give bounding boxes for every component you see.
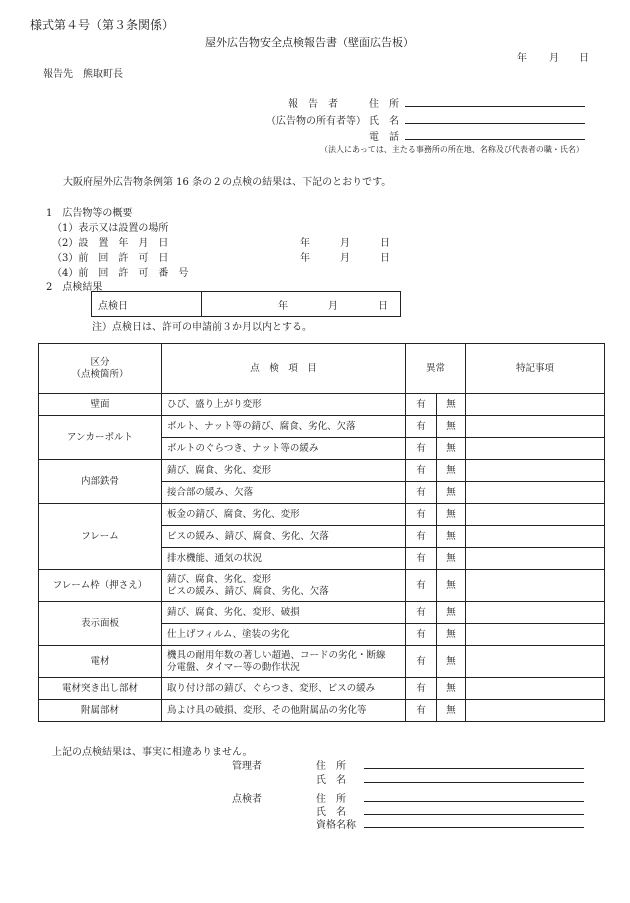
table-row (39, 678, 605, 700)
area-cell: 壁面 (39, 394, 162, 416)
inspector-qualification-label: 資格名称 (316, 820, 356, 831)
header-remarks: 特記事項 (466, 344, 605, 394)
remarks-cell[interactable] (466, 602, 605, 624)
abnormal-yes[interactable]: 有 (406, 700, 437, 722)
header-item: 点 検 項 目 (162, 344, 406, 394)
remarks-cell[interactable] (466, 438, 605, 460)
manager-label: 管理者 (232, 761, 262, 772)
manager-address-label: 住 所 (316, 761, 346, 772)
date-month-label: 月 (549, 53, 559, 64)
item-text: ボルトのぐらつき、ナット等の緩み (167, 442, 319, 454)
remarks-cell[interactable] (466, 570, 605, 602)
inspector-name-field[interactable] (364, 814, 584, 815)
item-text: 分電盤、タイマー等の動作状況 (167, 661, 300, 673)
inspection-table (38, 343, 605, 722)
item-cell (162, 438, 406, 460)
table-row (39, 602, 605, 624)
item-text: ビスの緩み、錆び、腐食、劣化、欠落 (167, 585, 329, 597)
table-row (39, 646, 605, 678)
prev-permit-month-label: 月 (340, 253, 350, 264)
footer-statement: 上記の点検結果は、事実に相違ありません。 (52, 747, 253, 758)
item-cell (162, 548, 406, 570)
abnormal-yes[interactable]: 有 (406, 460, 437, 482)
date-day-label: 日 (579, 53, 589, 64)
item-text: 機具の耐用年数の著しい超過、コードの劣化・断線 (167, 649, 386, 661)
inspection-year-label: 年 (278, 301, 288, 312)
abnormal-no[interactable]: 無 (437, 678, 466, 700)
reporter-label: 報 告 者 (288, 99, 338, 110)
table-row (39, 504, 605, 526)
reporter-address-field[interactable] (405, 106, 585, 107)
inspection-date-box (91, 291, 401, 317)
header-area-line1: 区分 (90, 356, 110, 368)
inspector-label: 点検者 (232, 794, 262, 805)
area-cell: フレーム枠（押さえ） (39, 570, 162, 602)
inspection-day-label: 日 (378, 301, 388, 312)
table-row (39, 394, 605, 416)
item-text: 排水機能、通気の状況 (167, 552, 263, 564)
section1-item-prev-permit-number: （4）前 回 許 可 番 号 (52, 268, 189, 279)
item-text: 接合部の緩み、欠落 (167, 486, 254, 498)
manager-name-field[interactable] (364, 782, 584, 783)
item-text: 板金の錆び、腐食、劣化、変形 (167, 508, 300, 520)
item-cell (162, 646, 406, 678)
install-month-label: 月 (340, 238, 350, 249)
inspection-date-label: 点検日 (98, 301, 128, 312)
date-year-label: 年 (517, 53, 527, 64)
abnormal-yes[interactable]: 有 (406, 602, 437, 624)
remarks-cell[interactable] (466, 624, 605, 646)
remarks-cell[interactable] (466, 482, 605, 504)
item-cell (162, 624, 406, 646)
item-cell (162, 700, 406, 722)
abnormal-yes[interactable]: 有 (406, 438, 437, 460)
area-cell: 電材 (39, 646, 162, 678)
reporter-name-field[interactable] (405, 123, 585, 124)
abnormal-no[interactable]: 無 (437, 646, 466, 678)
abnormal-yes[interactable]: 有 (406, 570, 437, 602)
item-text: 錆び、腐食、劣化、変形、破損 (167, 606, 300, 618)
remarks-cell[interactable] (466, 416, 605, 438)
section1-item-install-date: （2）設 置 年 月 日 (52, 238, 169, 249)
table-row (39, 416, 605, 438)
area-cell: フレーム (39, 504, 162, 570)
manager-name-label: 氏 名 (316, 775, 346, 786)
inspection-month-label: 月 (328, 301, 338, 312)
table-row (39, 700, 605, 722)
remarks-cell[interactable] (466, 678, 605, 700)
abnormal-no[interactable]: 無 (437, 548, 466, 570)
item-cell (162, 602, 406, 624)
abnormal-yes[interactable]: 有 (406, 416, 437, 438)
inspector-name-label: 氏 名 (316, 807, 346, 818)
section1-heading: 1 広告物等の概要 (46, 208, 133, 219)
abnormal-yes[interactable]: 有 (406, 394, 437, 416)
remarks-cell[interactable] (466, 700, 605, 722)
abnormal-yes[interactable]: 有 (406, 482, 437, 504)
remarks-cell[interactable] (466, 394, 605, 416)
header-abnormal: 異常 (406, 344, 466, 394)
table-row (39, 570, 605, 602)
item-text: ビスの緩み、錆び、腐食、劣化、欠落 (167, 530, 329, 542)
abnormal-no[interactable]: 無 (437, 700, 466, 722)
install-year-label: 年 (300, 238, 310, 249)
prev-permit-year-label: 年 (300, 253, 310, 264)
abnormal-yes[interactable]: 有 (406, 526, 437, 548)
install-day-label: 日 (380, 238, 390, 249)
section2-heading: 2 点検結果 (46, 282, 103, 293)
abnormal-no[interactable]: 無 (437, 526, 466, 548)
item-text: 鳥よけ具の破損、変形、その他附属品の劣化等 (167, 704, 367, 716)
page-title: 屋外広告物安全点検報告書（壁面広告板） (205, 36, 414, 49)
item-text: ボルト、ナット等の錆び、腐食、劣化、欠落 (167, 420, 356, 432)
item-cell (162, 526, 406, 548)
abnormal-no[interactable]: 無 (437, 394, 466, 416)
item-cell (162, 460, 406, 482)
abnormal-no[interactable]: 無 (437, 416, 466, 438)
remarks-cell[interactable] (466, 460, 605, 482)
abnormal-no[interactable]: 無 (437, 602, 466, 624)
header-area (39, 344, 162, 394)
reporter-phone-field[interactable] (405, 139, 585, 140)
item-text: 仕上げフィルム、塗装の劣化 (167, 628, 290, 640)
abnormal-no[interactable]: 無 (437, 570, 466, 602)
reporter-note: （法人にあっては、主たる事務所の所在地、名称及び代表者の職・氏名） (320, 145, 584, 154)
abnormal-yes[interactable]: 有 (406, 504, 437, 526)
area-cell: 附属部材 (39, 700, 162, 722)
area-cell: 電材突き出し部材 (39, 678, 162, 700)
area-cell: 表示面板 (39, 602, 162, 646)
addressee: 報告先 熊取町長 (43, 69, 123, 80)
item-cell (162, 394, 406, 416)
inspection-date-note: 注）点検日は、許可の申請前３か月以内とする。 (92, 322, 312, 333)
abnormal-no[interactable]: 無 (437, 624, 466, 646)
table-row (39, 460, 605, 482)
abnormal-no[interactable]: 無 (437, 460, 466, 482)
item-cell (162, 504, 406, 526)
inspection-date-divider (201, 292, 202, 316)
remarks-cell[interactable] (466, 526, 605, 548)
form-number: 様式第４号（第３条関係） (30, 18, 175, 32)
header-area-line2: （点検箇所） (71, 368, 129, 380)
item-text: ひび、盛り上がり変形 (167, 398, 262, 410)
item-text: 錆び、腐食、劣化、変形 (167, 464, 272, 476)
item-cell (162, 570, 406, 602)
abnormal-no[interactable]: 無 (437, 438, 466, 460)
area-cell: 内部鉄骨 (39, 460, 162, 504)
abnormal-yes[interactable]: 有 (406, 678, 437, 700)
item-cell (162, 482, 406, 504)
inspector-address-label: 住 所 (316, 794, 346, 805)
abnormal-no[interactable]: 無 (437, 482, 466, 504)
remarks-cell[interactable] (466, 548, 605, 570)
remarks-cell[interactable] (466, 646, 605, 678)
reporter-phone-label: 電 話 (369, 132, 399, 143)
reporter-address-label: 住 所 (369, 99, 399, 110)
item-text: 錆び、腐食、劣化、変形 (167, 573, 272, 585)
manager-address-field[interactable] (364, 768, 584, 769)
reporter-sublabel: （広告物の所有者等） (266, 116, 366, 127)
item-text: 取り付け部の錆び、ぐらつき、変形、ビスの緩み (167, 682, 376, 694)
prev-permit-day-label: 日 (380, 253, 390, 264)
abnormal-no[interactable]: 無 (437, 504, 466, 526)
abnormal-yes[interactable]: 有 (406, 624, 437, 646)
section1-item-prev-permit-date: （3）前 回 許 可 日 (52, 253, 169, 264)
reporter-name-label: 氏 名 (369, 116, 399, 127)
item-cell (162, 678, 406, 700)
inspector-address-field[interactable] (364, 801, 584, 802)
item-cell (162, 416, 406, 438)
remarks-cell[interactable] (466, 504, 605, 526)
abnormal-yes[interactable]: 有 (406, 548, 437, 570)
intro-text: 大阪府屋外広告物条例第 16 条の２の点検の結果は、下記のとおりです。 (63, 177, 392, 188)
section1-item-location: （1）表示又は設置の場所 (52, 223, 169, 234)
abnormal-yes[interactable]: 有 (406, 646, 437, 678)
area-cell: アンカーボルト (39, 416, 162, 460)
inspector-qualification-field[interactable] (364, 827, 584, 828)
